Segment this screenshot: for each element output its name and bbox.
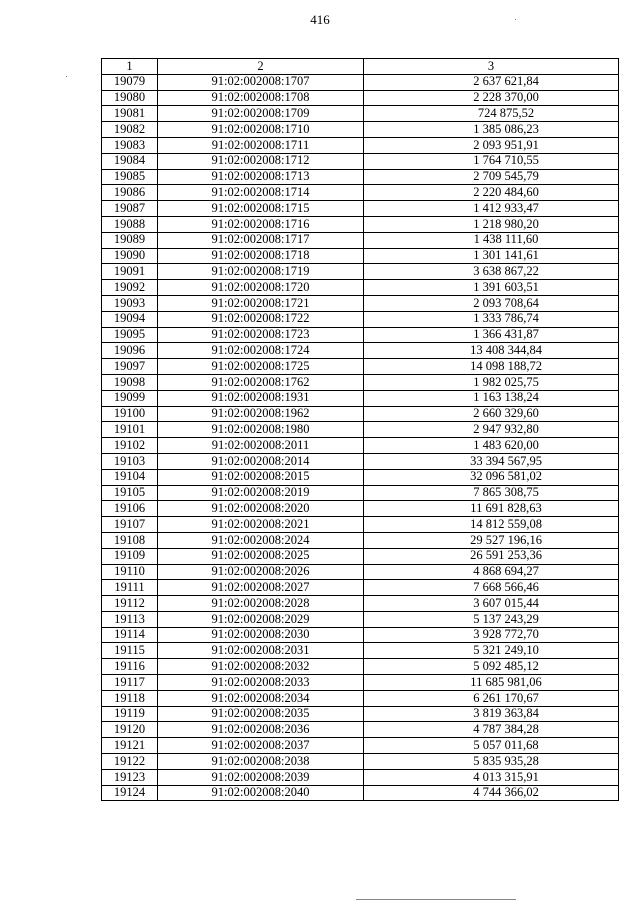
- table-row: [102, 390, 619, 406]
- table-row: [102, 675, 619, 691]
- cadastral-number-cell: 91:02:002008:2020: [158, 501, 364, 517]
- table-row: [102, 201, 619, 217]
- row-number-cell: 19096: [102, 343, 158, 359]
- table-row: [102, 280, 619, 296]
- value-cell: 5 092 485,12: [364, 659, 619, 675]
- cadastral-number-cell: 91:02:002008:1708: [158, 90, 364, 106]
- value-cell: 1 218 980,20: [364, 216, 619, 232]
- value-cell: 5 137 243,29: [364, 611, 619, 627]
- table-row: [102, 532, 619, 548]
- row-number-cell: 19115: [102, 643, 158, 659]
- row-number-cell: 19093: [102, 295, 158, 311]
- row-number-cell: 19121: [102, 738, 158, 754]
- row-number-cell: 19123: [102, 769, 158, 785]
- cadastral-number-cell: 91:02:002008:1715: [158, 201, 364, 217]
- row-number-cell: 19079: [102, 74, 158, 90]
- value-cell: 1 982 025,75: [364, 374, 619, 390]
- row-number-cell: 19109: [102, 548, 158, 564]
- value-cell: 3 928 772,70: [364, 627, 619, 643]
- cadastral-number-cell: 91:02:002008:2038: [158, 754, 364, 770]
- page-number: 416: [310, 12, 330, 27]
- value-cell: 1 764 710,55: [364, 153, 619, 169]
- row-number-cell: 19120: [102, 722, 158, 738]
- cadastral-number-cell: 91:02:002008:1719: [158, 264, 364, 280]
- row-number-cell: 19103: [102, 453, 158, 469]
- cadastral-number-cell: 91:02:002008:1722: [158, 311, 364, 327]
- cadastral-number-cell: 91:02:002008:2028: [158, 596, 364, 612]
- cadastral-number-cell: 91:02:002008:1716: [158, 216, 364, 232]
- value-cell: 6 261 170,67: [364, 690, 619, 706]
- column-header-value: 3: [364, 59, 619, 75]
- value-cell: 1 483 620,00: [364, 438, 619, 454]
- table-row: [102, 627, 619, 643]
- row-number-cell: 19081: [102, 106, 158, 122]
- row-number-cell: 19106: [102, 501, 158, 517]
- row-number-cell: 19095: [102, 327, 158, 343]
- cadastral-value-table: [101, 58, 619, 801]
- cadastral-number-cell: 91:02:002008:2021: [158, 517, 364, 533]
- cadastral-number-cell: 91:02:002008:1717: [158, 232, 364, 248]
- table-row: [102, 106, 619, 122]
- table-row: [102, 295, 619, 311]
- table-row: [102, 122, 619, 138]
- value-cell: 26 591 253,36: [364, 548, 619, 564]
- table-header-row: [102, 59, 619, 75]
- row-number-cell: 19087: [102, 201, 158, 217]
- value-cell: 3 607 015,44: [364, 596, 619, 612]
- table-row: [102, 311, 619, 327]
- cadastral-number-cell: 91:02:002008:1762: [158, 374, 364, 390]
- row-number-cell: 19116: [102, 659, 158, 675]
- value-cell: 7 865 308,75: [364, 485, 619, 501]
- value-cell: 2 093 708,64: [364, 295, 619, 311]
- table-row: [102, 769, 619, 785]
- row-number-cell: 19083: [102, 137, 158, 153]
- row-number-cell: 19118: [102, 690, 158, 706]
- row-number-cell: 19082: [102, 122, 158, 138]
- value-cell: 2 947 932,80: [364, 422, 619, 438]
- cadastral-number-cell: 91:02:002008:1712: [158, 153, 364, 169]
- row-number-cell: 19091: [102, 264, 158, 280]
- table-row: [102, 738, 619, 754]
- value-cell: 14 098 188,72: [364, 359, 619, 375]
- cadastral-number-cell: 91:02:002008:1713: [158, 169, 364, 185]
- cadastral-number-cell: 91:02:002008:1718: [158, 248, 364, 264]
- table-row: [102, 485, 619, 501]
- table-row: [102, 706, 619, 722]
- row-number-cell: 19108: [102, 532, 158, 548]
- row-number-cell: 19112: [102, 596, 158, 612]
- table-row: [102, 74, 619, 90]
- table-row: [102, 453, 619, 469]
- row-number-cell: 19099: [102, 390, 158, 406]
- cadastral-number-cell: 91:02:002008:2035: [158, 706, 364, 722]
- cadastral-number-cell: 91:02:002008:2033: [158, 675, 364, 691]
- row-number-cell: 19124: [102, 785, 158, 801]
- table-body: [102, 74, 619, 801]
- value-cell: 1 366 431,87: [364, 327, 619, 343]
- column-header-number: 1: [102, 59, 158, 75]
- cadastral-number-cell: 91:02:002008:1723: [158, 327, 364, 343]
- value-cell: 14 812 559,08: [364, 517, 619, 533]
- table-row: [102, 564, 619, 580]
- table-row: [102, 754, 619, 770]
- value-cell: 4 787 384,28: [364, 722, 619, 738]
- table-row: [102, 611, 619, 627]
- table-row: [102, 327, 619, 343]
- table-row: [102, 406, 619, 422]
- value-cell: 1 333 786,74: [364, 311, 619, 327]
- cadastral-number-cell: 91:02:002008:2031: [158, 643, 364, 659]
- row-number-cell: 19105: [102, 485, 158, 501]
- cadastral-number-cell: 91:02:002008:2014: [158, 453, 364, 469]
- table-row: [102, 169, 619, 185]
- cadastral-number-cell: 91:02:002008:1720: [158, 280, 364, 296]
- value-cell: 1 412 933,47: [364, 201, 619, 217]
- table-row: [102, 422, 619, 438]
- table-row: [102, 343, 619, 359]
- cadastral-number-cell: 91:02:002008:1980: [158, 422, 364, 438]
- value-cell: 3 638 867,22: [364, 264, 619, 280]
- value-cell: 2 228 370,00: [364, 90, 619, 106]
- value-cell: 4 013 315,91: [364, 769, 619, 785]
- scan-speck: [66, 76, 67, 77]
- row-number-cell: 19085: [102, 169, 158, 185]
- value-cell: 32 096 581,02: [364, 469, 619, 485]
- cadastral-number-cell: 91:02:002008:2027: [158, 580, 364, 596]
- row-number-cell: 19111: [102, 580, 158, 596]
- value-cell: 2 660 329,60: [364, 406, 619, 422]
- table-row: [102, 438, 619, 454]
- value-cell: 1 163 138,24: [364, 390, 619, 406]
- row-number-cell: 19086: [102, 185, 158, 201]
- value-cell: 5 321 249,10: [364, 643, 619, 659]
- row-number-cell: 19100: [102, 406, 158, 422]
- row-number-cell: 19089: [102, 232, 158, 248]
- table-row: [102, 248, 619, 264]
- cadastral-number-cell: 91:02:002008:2015: [158, 469, 364, 485]
- cadastral-number-cell: 91:02:002008:1931: [158, 390, 364, 406]
- value-cell: 5 057 011,68: [364, 738, 619, 754]
- row-number-cell: 19113: [102, 611, 158, 627]
- table-row: [102, 785, 619, 801]
- value-cell: 33 394 567,95: [364, 453, 619, 469]
- table-row: [102, 232, 619, 248]
- row-number-cell: 19122: [102, 754, 158, 770]
- cadastral-number-cell: 91:02:002008:2026: [158, 564, 364, 580]
- row-number-cell: 19097: [102, 359, 158, 375]
- value-cell: 4 868 694,27: [364, 564, 619, 580]
- column-header-cadastral-number: 2: [158, 59, 364, 75]
- cadastral-number-cell: 91:02:002008:1962: [158, 406, 364, 422]
- cadastral-number-cell: 91:02:002008:2025: [158, 548, 364, 564]
- cadastral-number-cell: 91:02:002008:2037: [158, 738, 364, 754]
- table-row: [102, 517, 619, 533]
- row-number-cell: 19117: [102, 675, 158, 691]
- table-row: [102, 359, 619, 375]
- row-number-cell: 19080: [102, 90, 158, 106]
- row-number-cell: 19088: [102, 216, 158, 232]
- value-cell: 13 408 344,84: [364, 343, 619, 359]
- value-cell: 2 220 484,60: [364, 185, 619, 201]
- cadastral-number-cell: 91:02:002008:2019: [158, 485, 364, 501]
- table-row: [102, 153, 619, 169]
- value-cell: 2 093 951,91: [364, 137, 619, 153]
- scan-speck: [515, 19, 516, 20]
- cadastral-number-cell: 91:02:002008:2011: [158, 438, 364, 454]
- cadastral-number-cell: 91:02:002008:2039: [158, 769, 364, 785]
- row-number-cell: 19119: [102, 706, 158, 722]
- cadastral-number-cell: 91:02:002008:1714: [158, 185, 364, 201]
- cadastral-number-cell: 91:02:002008:2029: [158, 611, 364, 627]
- cadastral-number-cell: 91:02:002008:2030: [158, 627, 364, 643]
- cadastral-number-cell: 91:02:002008:1721: [158, 295, 364, 311]
- table-row: [102, 374, 619, 390]
- cadastral-number-cell: 91:02:002008:2034: [158, 690, 364, 706]
- value-cell: 11 685 981,06: [364, 675, 619, 691]
- row-number-cell: 19101: [102, 422, 158, 438]
- cadastral-number-cell: 91:02:002008:1725: [158, 359, 364, 375]
- cadastral-number-cell: 91:02:002008:2024: [158, 532, 364, 548]
- table-row: [102, 137, 619, 153]
- cadastral-number-cell: 91:02:002008:2032: [158, 659, 364, 675]
- row-number-cell: 19098: [102, 374, 158, 390]
- value-cell: 4 744 366,02: [364, 785, 619, 801]
- value-cell: 1 301 141,61: [364, 248, 619, 264]
- row-number-cell: 19092: [102, 280, 158, 296]
- table-row: [102, 216, 619, 232]
- table-row: [102, 548, 619, 564]
- cadastral-number-cell: 91:02:002008:1707: [158, 74, 364, 90]
- cadastral-number-cell: 91:02:002008:1709: [158, 106, 364, 122]
- table-row: [102, 722, 619, 738]
- cadastral-number-cell: 91:02:002008:2040: [158, 785, 364, 801]
- row-number-cell: 19114: [102, 627, 158, 643]
- table-row: [102, 643, 619, 659]
- row-number-cell: 19084: [102, 153, 158, 169]
- value-cell: 7 668 566,46: [364, 580, 619, 596]
- table-row: [102, 501, 619, 517]
- value-cell: 3 819 363,84: [364, 706, 619, 722]
- table-row: [102, 185, 619, 201]
- table-row: [102, 580, 619, 596]
- value-cell: 2 637 621,84: [364, 74, 619, 90]
- row-number-cell: 19102: [102, 438, 158, 454]
- value-cell: 1 438 111,60: [364, 232, 619, 248]
- table-row: [102, 264, 619, 280]
- row-number-cell: 19090: [102, 248, 158, 264]
- table-row: [102, 690, 619, 706]
- value-cell: 1 391 603,51: [364, 280, 619, 296]
- cadastral-number-cell: 91:02:002008:2036: [158, 722, 364, 738]
- cadastral-number-cell: 91:02:002008:1710: [158, 122, 364, 138]
- value-cell: 5 835 935,28: [364, 754, 619, 770]
- table-row: [102, 659, 619, 675]
- table-row: [102, 469, 619, 485]
- value-cell: 1 385 086,23: [364, 122, 619, 138]
- row-number-cell: 19094: [102, 311, 158, 327]
- table-row: [102, 90, 619, 106]
- cadastral-number-cell: 91:02:002008:1711: [158, 137, 364, 153]
- row-number-cell: 19104: [102, 469, 158, 485]
- value-cell: 724 875,52: [364, 106, 619, 122]
- table-row: [102, 596, 619, 612]
- cadastral-number-cell: 91:02:002008:1724: [158, 343, 364, 359]
- row-number-cell: 19110: [102, 564, 158, 580]
- value-cell: 29 527 196,16: [364, 532, 619, 548]
- value-cell: 11 691 828,63: [364, 501, 619, 517]
- scan-artifact-line: [356, 899, 516, 900]
- row-number-cell: 19107: [102, 517, 158, 533]
- value-cell: 2 709 545,79: [364, 169, 619, 185]
